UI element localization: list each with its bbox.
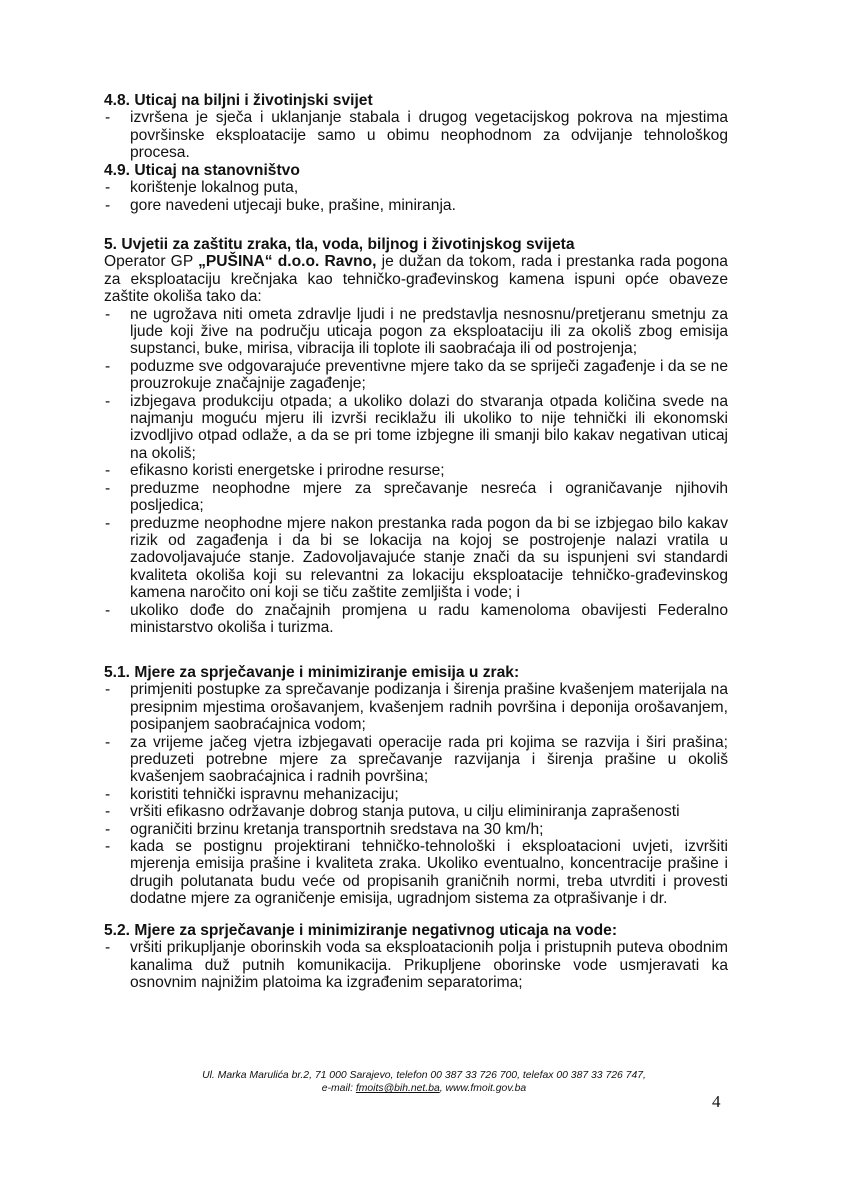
list-item: - gore navedeni utjecaji buke, prašine, miniranja.: [105, 196, 456, 214]
section-5-intro: Operator GP „PUŠINA“ d.o.o. Ravno, je dužan da tokom, rada i prestanka rada pogona za eksploataciju krečnjaka kao tehničko-građevinskog kamena ispuni opće obaveze zaštite okoliša tako da:: [104, 253, 728, 306]
email-link[interactable]: fmoits@bih.net.ba: [355, 1083, 440, 1094]
section-5-2: [104, 922, 728, 992]
list-item: - vršiti prikupljanje oborinskih voda sa eksploatacionih polja i pristupnih puteva obodnim kanalima duž putnih komunikacija. Prikupljene oborinske vode usmjeravati ka osnovnim najnižim platoima ka izgrađenim separatorima;: [105, 939, 728, 992]
list-item: - poduzme sve odgovarajuće preventivne mjere tako da se spriječi zagađenje i da se ne prouzrokuje značajnije zagađenje;: [105, 357, 728, 393]
page-number: 4: [712, 1092, 721, 1111]
heading-5-1: 5.1. Mjere za sprječavanje i minimiziranje emisija u zrak:: [104, 664, 520, 681]
footer-address: Ul. Marka Marulića br.2, 71 000 Sarajevo, telefon 00 387 33 726 700, telefax 00 387 33 726 747,: [202, 1070, 646, 1081]
list-item: - korištenje lokalnog puta,: [105, 179, 299, 197]
heading-5: 5. Uvjetii za zaštitu zraka, tla, voda, biljnog i životinjskog svijeta: [104, 236, 575, 253]
footer-email: e-mail: fmoits@bih.net.ba, www.fmoit.gov.ba: [321, 1083, 527, 1094]
list-item: - koristiti tehnički ispravnu mehanizaciju;: [105, 785, 399, 803]
list-item: - efikasno koristi energetske i prirodne resurse;: [105, 462, 445, 480]
heading-4-9: 4.9. Uticaj na stanovništvo: [104, 162, 300, 179]
list-item: - vršiti efikasno održavanje dobrog stanja putova, u cilju eliminiranja zaprašenosti: [105, 803, 680, 821]
list-item: - za vrijeme jačeg vjetra izbjegavati operacije rada pri kojima se razvija i širi prašina; preduzeti potrebne mjere za sprečavanje razvijanja i širenja prašine u okoliš kvašenjem saobraćajnica i radnih površina;: [105, 733, 728, 786]
page-footer: [150, 1069, 698, 1095]
list-item: - preduzme neophodne mjere nakon prestanka rada pogon da bi se izbjegao bilo kakav rizik od zagađenja i da bi se lokacija na kojoj se postrojenje nalazi vratila u zadovoljavajuće stanje. Zadovoljavajuće stanje znači da su ispunjeni svi standardi kvaliteta okoliša koji su relevantni za lokaciju eksploatacije tehničko-građevinskog kamena naročito oni koji se tiču zaštite zemljišta i vode; i: [105, 514, 728, 602]
list-item: - ukoliko dođe do značajnih promjena u radu kamenoloma obavijesti Federalno ministarstvo okoliša i turizma.: [105, 601, 728, 636]
website-link[interactable]: www.fmoit.gov.ba: [445, 1083, 527, 1094]
list-item: - ne ugrožava niti ometa zdravlje ljudi i ne predstavlja nesnosnu/pretjeranu smetnju za ljude koji žive na području uticaja pogon za eksploataciju ili za okoliš zbog emisija supstanci, buke, mirisa, vibracija ili toplote ili saobraćaja ili od postrojenja;: [105, 305, 728, 358]
list-item: - kada se postignu projektirani tehničko-tehnološki i eksploatacioni uvjeti, izvršiti mjerenja emisija prašine i kvaliteta zraka. Ukoliko eventualno, koncentracije prašine i drugih polutanata budu veće od propisanih graničnih normi, treba utvrditi i provesti dodatne mjere za ograničenje emisija, ugradnjom sistema za otprašivanje i dr.: [105, 838, 728, 908]
list-item: - preduzme neophodne mjere za sprečavanje nesreća i ograničavanje njihovih posljedica;: [105, 479, 728, 515]
section-5-1: [104, 664, 728, 908]
heading-4-8: 4.8. Uticaj na biljni i životinjski svijet: [104, 92, 373, 109]
heading-5-2: 5.2. Mjere za sprječavanje i minimiziranje negativnog uticaja na vode:: [104, 922, 618, 939]
section-4-8: [104, 92, 728, 162]
list-item: - izvršena je sječa i uklanjanje stabala i drugog vegetacijskog pokrova na mjestima površinske eksploatacije samo u obimu neophodnom za odvijanje tehnološkog procesa.: [105, 109, 728, 162]
list-item: - izbjegava produkciju otpada; a ukoliko dolazi do stvaranja otpada količina svede na najmanju moguću mjeru ili izvrši reciklažu ili ukoliko to nije tehnički ili ekonomski izvodljivo otpad odlaže, a da se pri tome izbjegne ili smanji bilo kakav negativan uticaj na okoliš;: [105, 392, 728, 462]
list-item: - ograničiti brzinu kretanja transportnih sredstava na 30 km/h;: [105, 820, 544, 838]
section-5: [104, 236, 728, 636]
section-4-9: [104, 162, 728, 214]
list-item: - primjeniti postupke za sprečavanje podizanja i širenja prašine kvašenjem materijala na presipnim mjestima orošavanjem, kvašenjem radnih površina i deponija orošavanjem, posipanjem saobraćajnica vodom;: [105, 681, 728, 734]
